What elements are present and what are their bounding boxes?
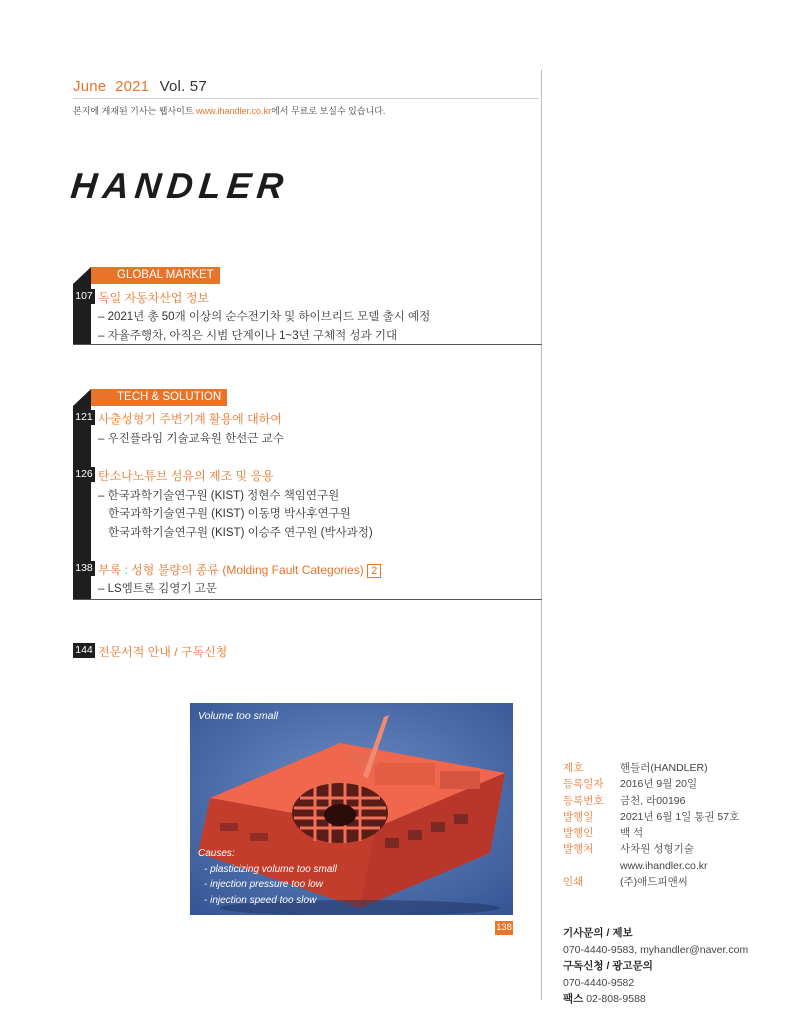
article-sub: – LS엠트론 김영기 고문 <box>98 583 217 595</box>
causes-title: Causes: <box>198 848 235 859</box>
info-row: 인쇄 (주)애드피앤씨 <box>563 876 688 889</box>
handler-logo: HANDLER <box>68 165 292 206</box>
issue-month: June <box>73 78 107 95</box>
part-number-box: 2 <box>367 564 381 578</box>
photo-page-badge: 138 <box>496 922 512 933</box>
contact-block <box>563 925 748 1008</box>
section-tab-corner <box>73 267 91 284</box>
contact-phone: 070-4440-9582 <box>563 976 635 989</box>
website-notice: 본지에 게재된 기사는 웹사이트 www.ihandler.co.kr에서 무료로 보실수 있습니다. <box>73 106 386 116</box>
cause-item: - plasticizing volume too small <box>204 863 337 875</box>
page-number: 138 <box>73 561 95 576</box>
article-sub: – 2021년 총 50개 이상의 순수전기차 및 하이브리드 모델 출시 예정 <box>98 311 431 323</box>
info-row <box>563 858 739 874</box>
info-row: 발행일 2021년 6월 1일 통권 57호 <box>563 810 740 823</box>
info-row: 발행처 사차원 성형기술 <box>563 843 694 856</box>
column-divider <box>541 70 542 1000</box>
page-number: 107 <box>73 289 95 304</box>
article-title[interactable]: 사출성형기 주변기계 활용에 대하여 <box>98 412 282 426</box>
website-link[interactable]: www.ihandler.co.kr <box>196 106 272 116</box>
contact-fax: 팩스 02-808-9588 <box>563 993 646 1005</box>
article-sub: 한국과학기술연구원 (KIST) 이동명 박사후연구원 <box>108 508 351 520</box>
section-tab-corner <box>73 389 91 406</box>
info-row: 등록일자 2016년 9월 20일 <box>563 778 698 791</box>
issue-year: 2021 <box>115 78 150 95</box>
article-title[interactable]: 부록 : 성형 불량의 종류 (Molding Fault Categories) 2 <box>98 561 381 578</box>
contact-heading: 구독신청 / 광고문의 <box>563 960 653 972</box>
page-number: 126 <box>73 467 95 482</box>
article-title[interactable]: 독일 자동차산업 정보 <box>98 291 209 305</box>
info-row: 제호 핸들러(HANDLER) <box>563 762 708 774</box>
section-tag-global-market: GLOBAL MARKET <box>91 267 220 284</box>
section-tag-tech-solution: TECH & SOLUTION <box>91 389 227 406</box>
section-rule <box>73 599 542 600</box>
contact-heading: 기사문의 / 제보 <box>563 927 633 939</box>
contact-email[interactable]: 070-4440-9583, myhandler@naver.com <box>563 943 749 956</box>
publication-info <box>563 760 739 890</box>
article-sub: 한국과학기술연구원 (KIST) 이승주 연구원 (박사과정) <box>108 527 373 539</box>
article-sub: – 우진플라임 기술교육원 한선근 교수 <box>98 433 284 445</box>
section-rule <box>73 344 542 345</box>
issue-line <box>73 78 207 95</box>
causes-list <box>198 846 337 908</box>
article-sub: – 자율주행차, 아직은 시범 단계이나 1~3년 구체적 성과 기대 <box>98 330 398 342</box>
publisher-website[interactable]: www.ihandler.co.kr <box>620 859 708 872</box>
page-number: 144 <box>73 643 95 658</box>
page-number: 121 <box>73 410 95 425</box>
cause-item: - injection pressure too low <box>204 879 323 890</box>
photo-caption: Volume too small <box>198 710 279 722</box>
subscription-link[interactable]: 전문서적 안내 / 구독신청 <box>98 645 228 659</box>
info-row: 등록번호 금천, 라00196 <box>563 794 686 807</box>
info-row: 발행인 백 석 <box>563 827 644 840</box>
cause-item: - injection speed too slow <box>204 894 317 906</box>
issue-volume: Vol. 57 <box>159 78 207 95</box>
header-rule <box>73 98 539 99</box>
article-sub: – 한국과학기술연구원 (KIST) 정현수 책임연구원 <box>98 490 340 502</box>
article-title[interactable]: 탄소나노튜브 섬유의 제조 및 응용 <box>98 469 274 483</box>
